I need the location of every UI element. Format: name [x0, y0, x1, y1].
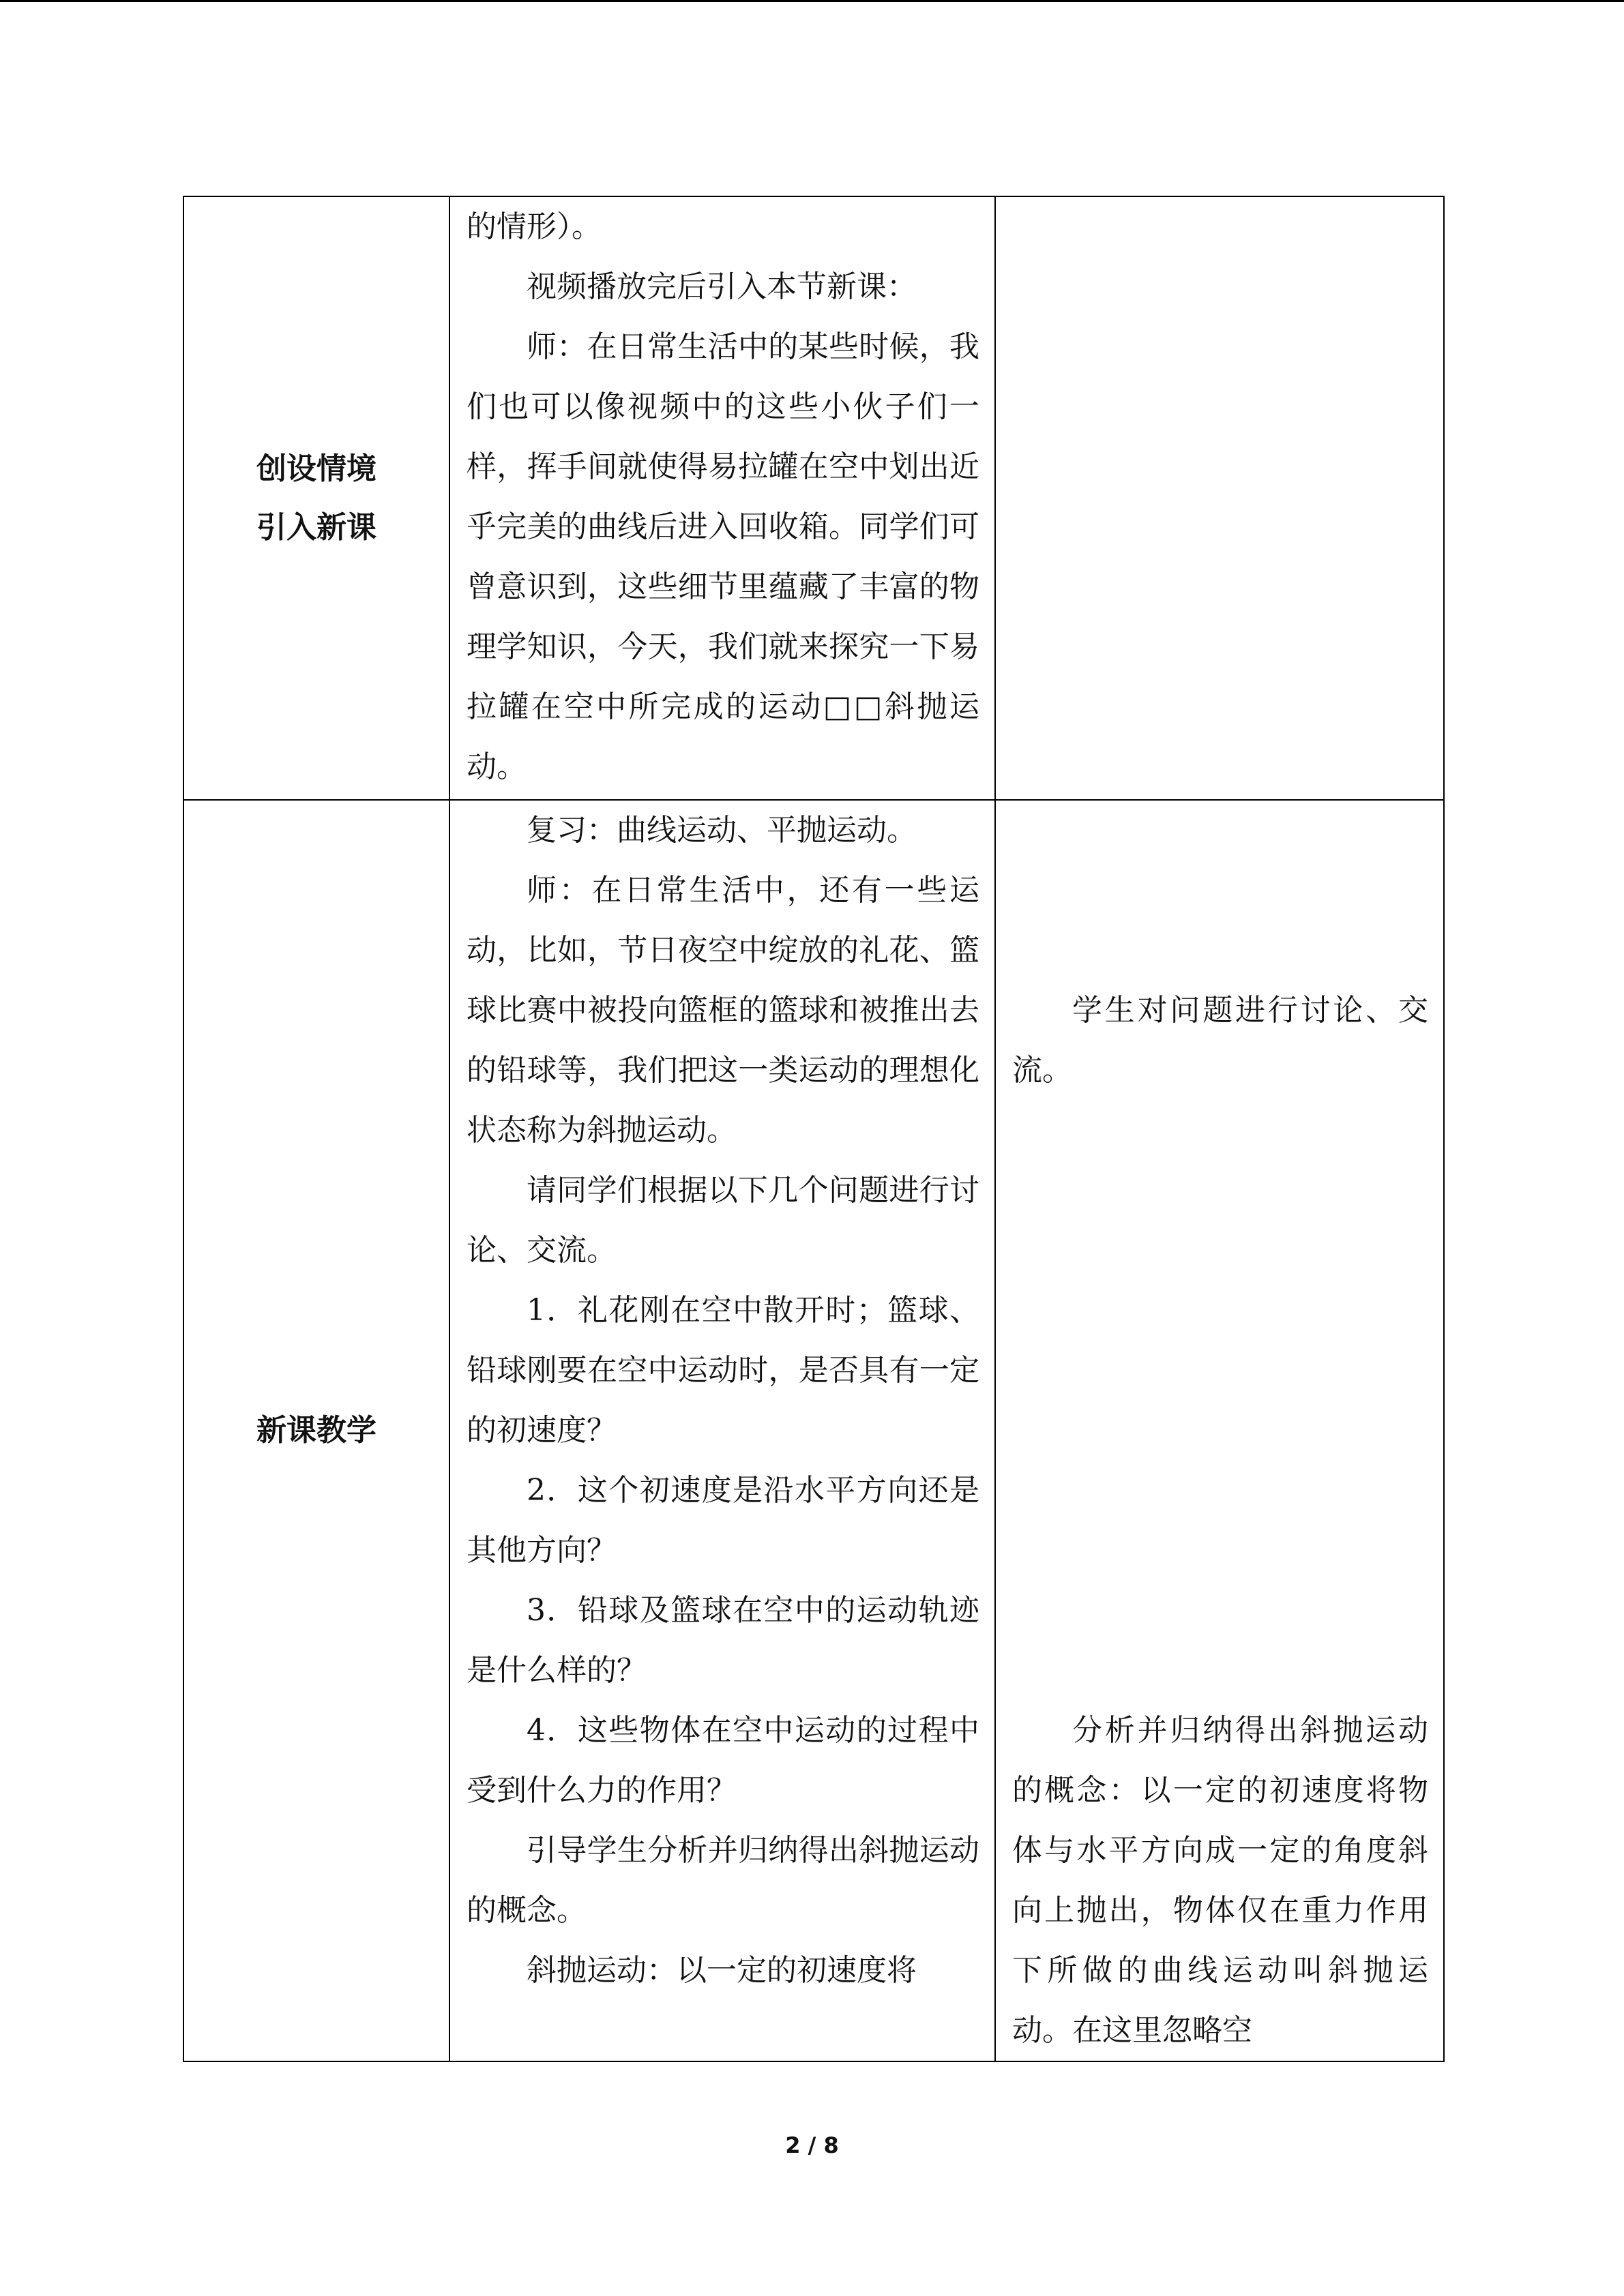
teacher-paragraph: 的情形）。 [467, 209, 602, 244]
stage-label-line: 新课教学 [256, 1413, 377, 1448]
teacher-paragraph: 引导学生分析并归纳得出斜抛运动的概念。 [467, 1833, 979, 1928]
teacher-paragraph: 师：在日常生活中，还有一些运动，比如，节日夜空中绽放的礼花、篮球比赛中被投向篮框的篮球和被推出去的铅球等，我们把这一类运动的理想化状态称为斜抛运动。 [467, 873, 979, 1148]
cell-spacer [1012, 801, 1428, 981]
teacher-paragraph: 复习：曲线运动、平抛运动。 [527, 813, 917, 848]
lesson-plan-table [183, 196, 1445, 2062]
question-item: 4．这些物体在空中运动的过程中受到什么力的作用？ [467, 1713, 979, 1808]
table-row-intro [183, 196, 1444, 800]
top-border-rule [0, 0, 1624, 2]
question-item: 3．铅球及篮球在空中的运动轨迹是什么样的？ [467, 1593, 979, 1688]
cell-spacer [1012, 1101, 1428, 1701]
student-paragraph: 学生对问题进行讨论、交流。 [1012, 993, 1428, 1088]
table-row-new-lesson [183, 800, 1444, 2061]
page-number: 2 / 8 [785, 2132, 839, 2158]
question-item: 2．这个初速度是沿水平方向还是其他方向？ [467, 1473, 979, 1568]
stage-cell-intro [183, 196, 449, 800]
student-activity-cell-new-lesson [995, 800, 1444, 2061]
teacher-paragraph: 视频播放完后引入本节新课： [527, 269, 917, 304]
stage-cell-new-lesson [183, 800, 449, 2061]
stage-label-line: 引入新课 [256, 509, 377, 545]
teacher-paragraph: 师：在日常生活中的某些时候，我们也可以像视频中的这些小伙子们一样，挥手间就使得易拉罐在空中划出近乎完美的曲线后进入回收箱。同学们可曾意识到，这些细节里蕴藏了丰富的物理学知识，今天，我们就来探究一下易拉罐在空中所完成的运动□□斜抛运动。 [467, 329, 979, 784]
teacher-activity-cell-new-lesson [449, 800, 995, 2061]
stage-label-line: 创设情境 [256, 451, 377, 486]
student-paragraph: 分析并归纳得出斜抛运动的概念：以一定的初速度将物体与水平方向成一定的角度斜向上抛出，物体仅在重力作用下所做的曲线运动叫斜抛运动。在这里忽略空 [1012, 1713, 1428, 2048]
teacher-paragraph: 斜抛运动：以一定的初速度将 [527, 1953, 917, 1988]
teacher-paragraph: 请同学们根据以下几个问题进行讨论、交流。 [467, 1173, 979, 1268]
student-activity-cell-intro [995, 196, 1444, 800]
question-item: 1．礼花刚在空中散开时；篮球、铅球刚要在空中运动时，是否具有一定的初速度？ [467, 1293, 979, 1448]
teacher-activity-cell-intro [449, 196, 995, 800]
